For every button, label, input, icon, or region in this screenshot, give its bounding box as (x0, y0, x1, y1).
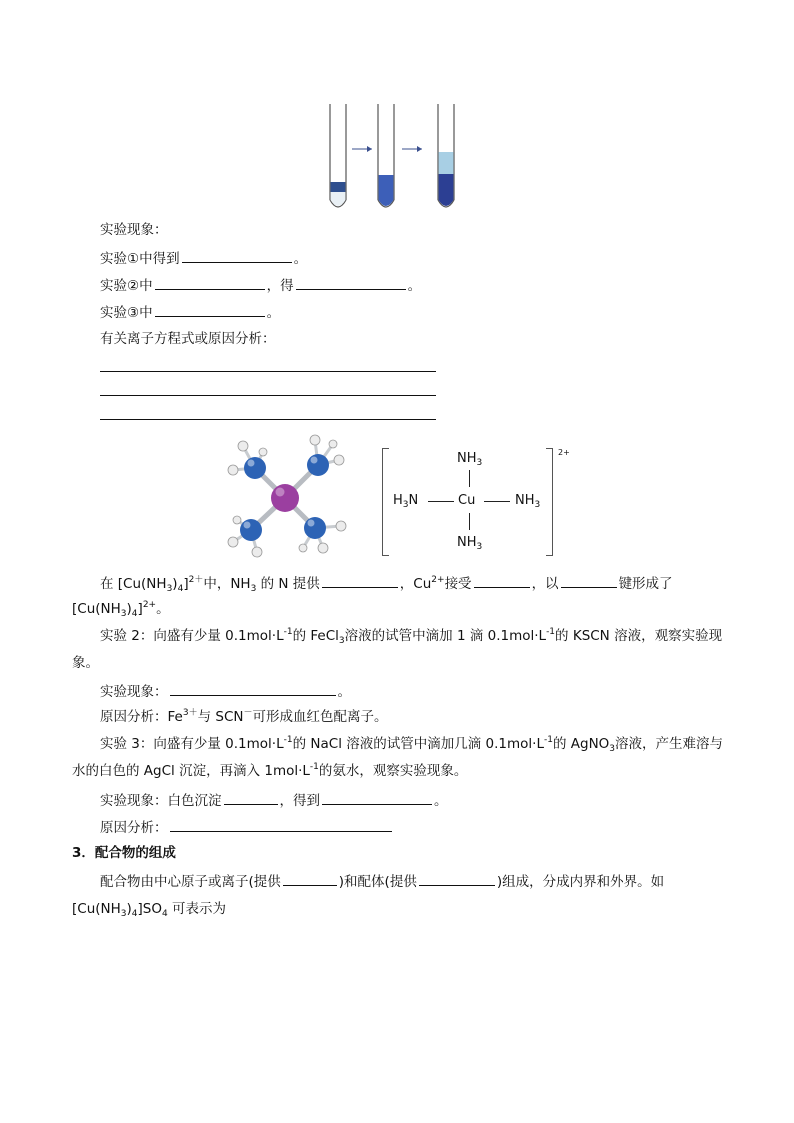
section-3-heading: 3．配合物的组成 (72, 845, 176, 861)
h3n-left: $H_3N$ (393, 493, 419, 510)
exp1-line: 实验①中得到 。 (100, 248, 307, 268)
phenomenon-label: 实验现象： (100, 222, 168, 238)
exp3-description: 实验 3：向盛有少量 $0.1mol\cdot L^{-1}$的 NaCl 溶液的试管中滴加几滴 $0.1mol\cdot L^{-1}$的 AgNO$_3$溶液，产生难溶与 (100, 735, 724, 754)
exp2-reason: 原因分析：$Fe^{3+}$与 SCN－可形成血红色配离子。 (100, 708, 388, 725)
test-tube-1 (330, 104, 346, 207)
exp3-phenomenon: 实验现象：白色沉淀 ，得到 。 (100, 790, 448, 810)
blank-bond-type[interactable] (561, 573, 617, 588)
cu-center: Cu (458, 493, 476, 508)
bond-left (428, 501, 454, 502)
exp3-reason-blank[interactable] (170, 817, 392, 832)
exp2-description-cont: 象。 (72, 655, 99, 671)
ball-stick-model (215, 430, 355, 560)
nh3-right: $NH_3$ (515, 493, 541, 510)
exp2-blank-a[interactable] (155, 275, 265, 290)
exp1-blank[interactable] (182, 248, 292, 263)
exp2-phenomenon-blank[interactable] (170, 681, 336, 696)
nh3-top: $NH_3$ (457, 451, 483, 468)
section-3-line2: $[Cu(NH_3)_4]SO_4$ 可表示为 (72, 901, 227, 919)
exp2-description: 实验 2：向盛有少量 $0.1mol\cdot L^{-1}$的 FeCl$_3$溶液的试管中滴加 1 滴 $0.1mol\cdot L^{-1}$的 KSCN 溶液，观察实验现 (100, 627, 723, 646)
coordination-sentence: 在 $[Cu(NH_3)_4]^{2+}$中，$NH_3$ 的 N 提供 ，$Cu^{2+}$接受 ，以 键形成了 (100, 575, 673, 594)
test-tubes-figure (318, 100, 468, 215)
answer-line-3[interactable] (100, 419, 436, 420)
exp3-blank[interactable] (155, 302, 265, 317)
bracket-right (546, 448, 553, 556)
charge-label: 2+ (558, 448, 570, 457)
bracket-left (382, 448, 389, 556)
exp2-line: 实验②中 ，得 。 (100, 275, 421, 295)
test-tube-3 (438, 104, 454, 207)
blank-center-provides[interactable] (283, 871, 337, 886)
coordination-sentence-cont: $[Cu(NH_3)_4]^{2+}$。 (72, 600, 170, 619)
answer-line-2[interactable] (100, 395, 436, 396)
exp3-line: 实验③中 。 (100, 302, 280, 322)
blank-n-provides[interactable] (322, 573, 398, 588)
test-tube-2 (378, 104, 394, 207)
exp3-phen-blank-a[interactable] (224, 790, 278, 805)
analysis-label: 有关离子方程式或原因分析： (100, 331, 276, 347)
exp2-blank-b[interactable] (296, 275, 406, 290)
exp2-phenomenon: 实验现象： 。 (100, 681, 351, 701)
exp3-reason: 原因分析： (100, 817, 394, 837)
bond-bottom (469, 513, 470, 530)
exp3-description-cont: 水的白色的 AgCl 沉淀，再滴入 $1mol\cdot L^{-1}$的氨水，观察实验现象。 (72, 762, 468, 779)
section-3-line1: 配合物由中心原子或离子(提供 )和配体(提供 )组成，分成内界和外界。如 (100, 871, 664, 891)
answer-line-1[interactable] (100, 371, 436, 372)
blank-ligand-provides[interactable] (419, 871, 495, 886)
blank-cu-accepts[interactable] (474, 573, 530, 588)
exp3-phen-blank-b[interactable] (322, 790, 432, 805)
nh3-bottom: $NH_3$ (457, 535, 483, 552)
bond-top (469, 470, 470, 487)
bond-right (484, 501, 510, 502)
structural-formula (380, 448, 580, 558)
